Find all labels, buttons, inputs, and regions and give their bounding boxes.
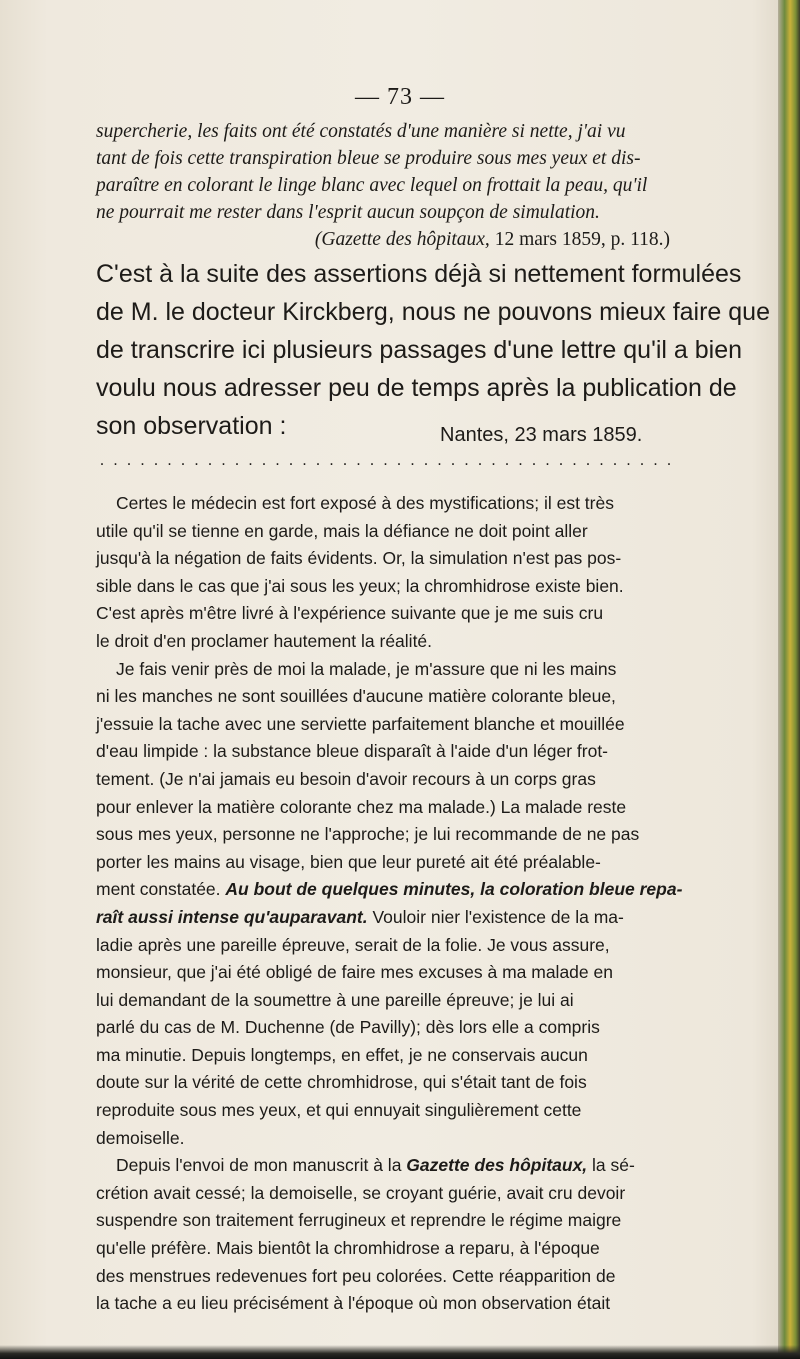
letter-line: ladie après une pareille épreuve, serait de la folie. Je vous assure, <box>96 934 610 955</box>
letter-line: jusqu'à la négation de faits évidents. Or, la simulation n'est pas pos- <box>96 548 622 569</box>
letter-line: le droit d'en proclamer hautement la réalité. <box>96 630 433 651</box>
intro-line: supercherie, les faits ont été constatés d'une manière si nette, j'ai vu <box>96 121 626 142</box>
intro-line: paraître en colorant le linge blanc avec lequel on frottait la peau, qu'il <box>96 175 648 196</box>
letter-emphasis: Gazette des hôpitaux, <box>406 1155 588 1176</box>
letter-line: qu'elle préfère. Mais bientôt la chromhidrose a reparu, à l'époque <box>96 1238 600 1259</box>
intro-quote <box>96 118 700 253</box>
citation-source: (Gazette des hôpitaux, <box>314 229 490 250</box>
intro-citation <box>96 226 700 253</box>
citation-details: 12 mars 1859, p. 118.) <box>489 229 670 250</box>
letter-dateline: Nantes, 23 mars 1859. <box>440 424 643 446</box>
letter-line <box>96 1152 702 1180</box>
letter-line: doute sur la vérité de cette chromhidrose, qui s'était tant de fois <box>96 1072 587 1093</box>
main-line: son observation : <box>96 412 287 440</box>
letter-line: des menstrues redevenues fort peu colorées. Cette réapparition de <box>96 1265 616 1286</box>
letter-line: ma minutie. Depuis longtemps, en effet, je ne conservais aucun <box>96 1044 588 1065</box>
main-line: de transcrire ici plusieurs passages d'une lettre qu'il a bien <box>96 336 743 364</box>
letter-line: crétion avait cessé; la demoiselle, se croyant guérie, avait cru devoir <box>96 1182 626 1203</box>
page-bottom-shadow <box>0 1345 800 1359</box>
main-paragraph <box>96 255 770 445</box>
main-line: voulu nous adresser peu de temps après la publication de <box>96 374 737 402</box>
letter-line: tement. (Je n'ai jamais eu besoin d'avoir recours à un corps gras <box>96 768 596 789</box>
letter-line: sous mes yeux, personne ne l'approche; je lui recommande de ne pas <box>96 824 640 845</box>
main-line: de M. le docteur Kirckberg, nous ne pouvons mieux faire que <box>96 298 770 326</box>
letter-text: la sé- <box>587 1155 635 1176</box>
letter-line: Je fais venir près de moi la malade, je m'assure que ni les mains <box>116 658 617 679</box>
letter-text: ment constatée. <box>96 879 226 900</box>
letter-line: sible dans le cas que j'ai sous les yeux; la chromhidrose existe bien. <box>96 575 624 596</box>
ellipsis-divider: ........................................... <box>100 452 681 469</box>
page-number: — 73 — <box>355 84 445 110</box>
book-binding-edge <box>778 0 800 1359</box>
letter-line: monsieur, que j'ai été obligé de faire mes excuses à ma malade en <box>96 962 613 983</box>
letter-line: pour enlever la matière colorante chez ma malade.) La malade reste <box>96 796 627 817</box>
letter-line: parlé du cas de M. Duchenne (de Pavilly); dès lors elle a compris <box>96 1017 600 1038</box>
letter-line: porter les mains au visage, bien que leur pureté ait été préalable- <box>96 851 601 872</box>
letter-emphasis: raît aussi intense qu'auparavant. <box>96 906 368 927</box>
letter-line: utile qu'il se tienne en garde, mais la défiance ne doit point aller <box>96 520 588 541</box>
letter-emphasis: Au bout de quelques minutes, la coloration bleue repa- <box>225 879 683 900</box>
letter-line: j'essuie la tache avec une serviette parfaitement blanche et mouillée <box>96 713 625 734</box>
letter-text: Vouloir nier l'existence de la ma- <box>367 906 624 927</box>
letter-line <box>96 876 702 904</box>
letter-line: Certes le médecin est fort exposé à des mystifications; il est très <box>116 493 614 513</box>
letter-line: C'est après m'être livré à l'expérience suivante que je me suis cru <box>96 603 604 624</box>
letter-body <box>96 490 702 1318</box>
letter-line: d'eau limpide : la substance bleue disparaît à l'aide d'un léger frot- <box>96 741 609 762</box>
letter-line: ni les manches ne sont souillées d'aucune matière colorante bleue, <box>96 686 616 707</box>
intro-line: ne pourrait me rester dans l'esprit aucun soupçon de simulation. <box>96 202 600 223</box>
main-line: C'est à la suite des assertions déjà si nettement formulées <box>96 260 742 288</box>
letter-line <box>96 904 702 932</box>
intro-line: tant de fois cette transpiration bleue se produire sous mes yeux et dis- <box>96 148 641 169</box>
letter-line: demoiselle. <box>96 1127 185 1148</box>
letter-text: Depuis l'envoi de mon manuscrit à la <box>116 1155 407 1176</box>
letter-line: lui demandant de la soumettre à une pareille épreuve; je lui ai <box>96 989 574 1010</box>
letter-line: reproduite sous mes yeux, et qui ennuyait singulièrement cette <box>96 1100 582 1121</box>
letter-line: suspendre son traitement ferrugineux et reprendre le régime maigre <box>96 1210 622 1231</box>
letter-line: la tache a eu lieu précisément à l'époque où mon observation était <box>96 1293 611 1314</box>
